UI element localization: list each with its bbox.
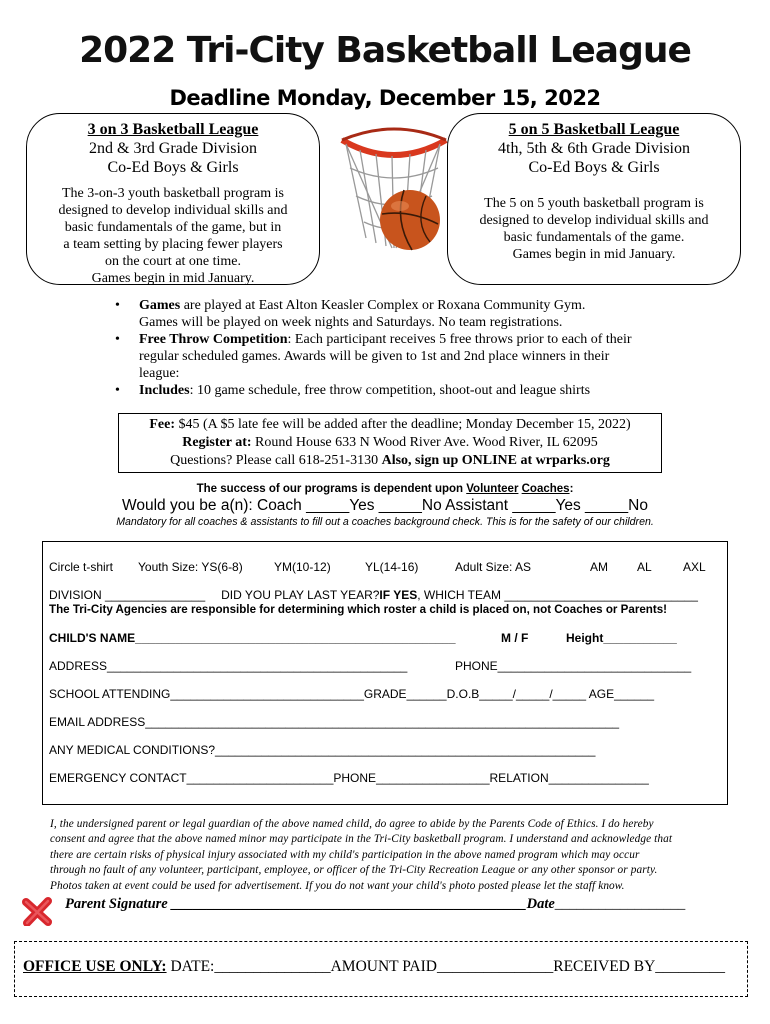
volunteer-note: [0, 483, 770, 495]
tshirt-label: Circle t-shirt: [49, 560, 114, 574]
if-yes-label: IF YES: [379, 588, 418, 602]
list-item: • Includes: 10 game schedule, free throw competition, shoot-out and league shirts: [115, 383, 591, 398]
desc-line: basic fundamentals of the game, but in: [64, 220, 282, 235]
red-x-icon: [22, 896, 52, 926]
desc-line: basic fundamentals of the game.: [503, 230, 685, 245]
office-use-box: [14, 941, 748, 997]
consent-line: there are certain risks of physical injury associated with my child's participation in the above named program which may occur: [50, 848, 640, 861]
address-field[interactable]: ADDRESS_____________________________________________: [49, 659, 408, 673]
height-field[interactable]: Height___________: [566, 631, 677, 645]
consent-line: I, the undersigned parent or legal guardian of the above named child, do agree to abide by the Parents Code of Ethics. I do hereby: [50, 818, 654, 830]
coaches-word: Coaches: [521, 483, 570, 495]
five-on-five-heading: 5 on 5 Basketball League: [508, 121, 680, 138]
desc-line: The 3-on-3 youth basketball program is: [61, 186, 284, 201]
which-team-field[interactable]: , WHICH TEAM _____________________________: [417, 588, 698, 602]
agencies-note: The Tri-City Agencies are responsible for determining which roster a child is placed on, not Coaches or Parents!: [49, 603, 668, 616]
bullet-text: : Each participant receives 5 free throws prior to each of their: [287, 332, 632, 347]
volunteer-colon: :: [569, 483, 574, 495]
volunteer-text: The success of our programs is dependent upon: [196, 483, 467, 495]
fee-text: $45 (A $5 late fee will be added after the deadline; Monday December 15, 2022): [175, 417, 631, 432]
desc-line: on the court at one time.: [104, 254, 242, 269]
phone-field[interactable]: PHONE_____________________________: [455, 659, 692, 673]
parent-signature-field[interactable]: _________________________________________________: [171, 896, 527, 912]
basketball-hoop-icon: [334, 118, 454, 268]
date-label: Date: [526, 896, 555, 912]
five-on-five-info-box: [447, 113, 741, 285]
youth-size-yl[interactable]: YL(14-16): [365, 560, 419, 574]
bullet-text: : 10 game schedule, free throw competition, shoot-out and league shirts: [189, 383, 591, 398]
child-name-field[interactable]: CHILD'S NAME________________________________________________: [49, 631, 456, 645]
gender-field[interactable]: M / F: [501, 631, 529, 645]
desc-line: The 5 on 5 youth basketball program is: [484, 196, 704, 211]
play-last-year-label: DID YOU PLAY LAST YEAR?: [221, 588, 380, 602]
five-on-five-coed: Co-Ed Boys & Girls: [528, 159, 660, 176]
three-on-three-description: [27, 185, 319, 287]
parent-consent-text: [50, 817, 736, 894]
free-throw-label: Free Throw Competition: [139, 332, 288, 347]
three-on-three-division: 2nd & 3rd Grade Division: [89, 140, 257, 157]
register-text: Round House 633 N Wood River Ave. Wood River, IL 62095: [251, 435, 598, 450]
consent-line: Photos taken at event could be used for advertisement. If you do not want your child's photo posted please let the staff know.: [50, 879, 625, 892]
youth-size-ys[interactable]: Youth Size: YS(6-8): [138, 560, 243, 574]
three-on-three-coed: Co-Ed Boys & Girls: [107, 159, 239, 176]
games-label: Games: [139, 298, 181, 313]
division-row: [49, 588, 698, 602]
adult-size-am[interactable]: AM: [590, 560, 608, 574]
parent-signature-label: Parent Signature: [65, 896, 172, 912]
bullet-text: league:: [139, 366, 180, 381]
mandatory-note: Mandatory for all coaches & assistants to fill out a coaches background check. This is for the safety of our children.: [116, 516, 654, 528]
questions-text: Questions? Please call 618-251-3130: [170, 453, 382, 468]
office-use-row: [23, 958, 725, 976]
five-on-five-division: 4th, 5th & 6th Grade Division: [498, 140, 690, 157]
bullet-text: are played at East Alton Keasler Complex or Roxana Community Gym.: [180, 298, 586, 313]
bullet-text: regular scheduled games. Awards will be given to 1st and 2nd place winners in their: [139, 349, 610, 364]
email-field[interactable]: EMAIL ADDRESS_______________________________________________________________________: [49, 715, 620, 729]
three-on-three-heading: 3 on 3 Basketball League: [87, 121, 259, 138]
medical-conditions-field[interactable]: ANY MEDICAL CONDITIONS?_________________________________________________________: [49, 743, 596, 757]
desc-line: a team setting by placing fewer players: [63, 237, 283, 252]
desc-line: Games begin in mid January.: [91, 271, 255, 286]
desc-line: designed to develop individual skills and: [58, 203, 288, 218]
coach-question[interactable]: Would you be a(n): Coach _____Yes _____No Assistant _____Yes _____No: [122, 497, 648, 514]
deadline-subtitle: Deadline Monday, December 15, 2022: [169, 86, 601, 110]
online-text[interactable]: Also, sign up ONLINE at wrparks.org: [381, 453, 610, 468]
five-on-five-description: [448, 195, 740, 263]
consent-line: consent and agree that the above named minor may participate in the Tri-City basketball program. I understand and acknowledge that: [50, 833, 673, 846]
office-received-field[interactable]: RECEIVED BY_________: [553, 958, 726, 975]
fee-label: Fee:: [149, 417, 176, 432]
office-amount-field[interactable]: AMOUNT PAID_______________: [330, 958, 554, 975]
youth-size-ym[interactable]: YM(10-12): [274, 560, 331, 574]
three-on-three-info-box: [26, 113, 320, 285]
program-details-list: [115, 297, 699, 399]
adult-size-axl[interactable]: AXL: [683, 560, 706, 574]
fee-registration-box: [118, 413, 662, 473]
includes-label: Includes: [139, 383, 190, 398]
registration-form: [42, 541, 728, 805]
signature-row: [65, 896, 685, 913]
volunteer-word: Volunteer: [466, 483, 519, 495]
consent-line: through no fault of any volunteer, participant, employee, or officer of the Tri-City Recreation League or any other sponsor or party.: [50, 864, 658, 877]
office-use-label: OFFICE USE ONLY:: [23, 958, 167, 975]
list-item: • Games are played at East Alton Keasler Complex or Roxana Community Gym. Games will be played on week nights and Saturdays. No team registrations.: [115, 298, 586, 330]
page-title: 2022 Tri-City Basketball League: [79, 30, 691, 71]
signature-date-field[interactable]: __________________: [554, 896, 686, 912]
desc-line: Games begin in mid January.: [512, 247, 676, 262]
bullet-text: Games will be played on week nights and Saturdays. No team registrations.: [139, 315, 563, 330]
adult-size-as[interactable]: Adult Size: AS: [455, 560, 532, 574]
register-label: Register at:: [182, 435, 252, 450]
division-field[interactable]: DIVISION _______________: [49, 588, 206, 602]
adult-size-al[interactable]: AL: [637, 560, 652, 574]
emergency-contact-field[interactable]: EMERGENCY CONTACT______________________PHONE_________________RELATION_______________: [49, 771, 649, 785]
list-item: • Free Throw Competition: Each participant receives 5 free throws prior to each of their regular scheduled games. Awards will be given to 1st and 2nd place winners in their league:: [115, 332, 632, 381]
office-date-field[interactable]: DATE:_______________: [166, 958, 331, 975]
desc-line: designed to develop individual skills and: [479, 213, 709, 228]
school-grade-dob-age-field[interactable]: SCHOOL ATTENDING_____________________________GRADE______D.O.B_____/_____/_____ AGE______: [49, 687, 655, 701]
